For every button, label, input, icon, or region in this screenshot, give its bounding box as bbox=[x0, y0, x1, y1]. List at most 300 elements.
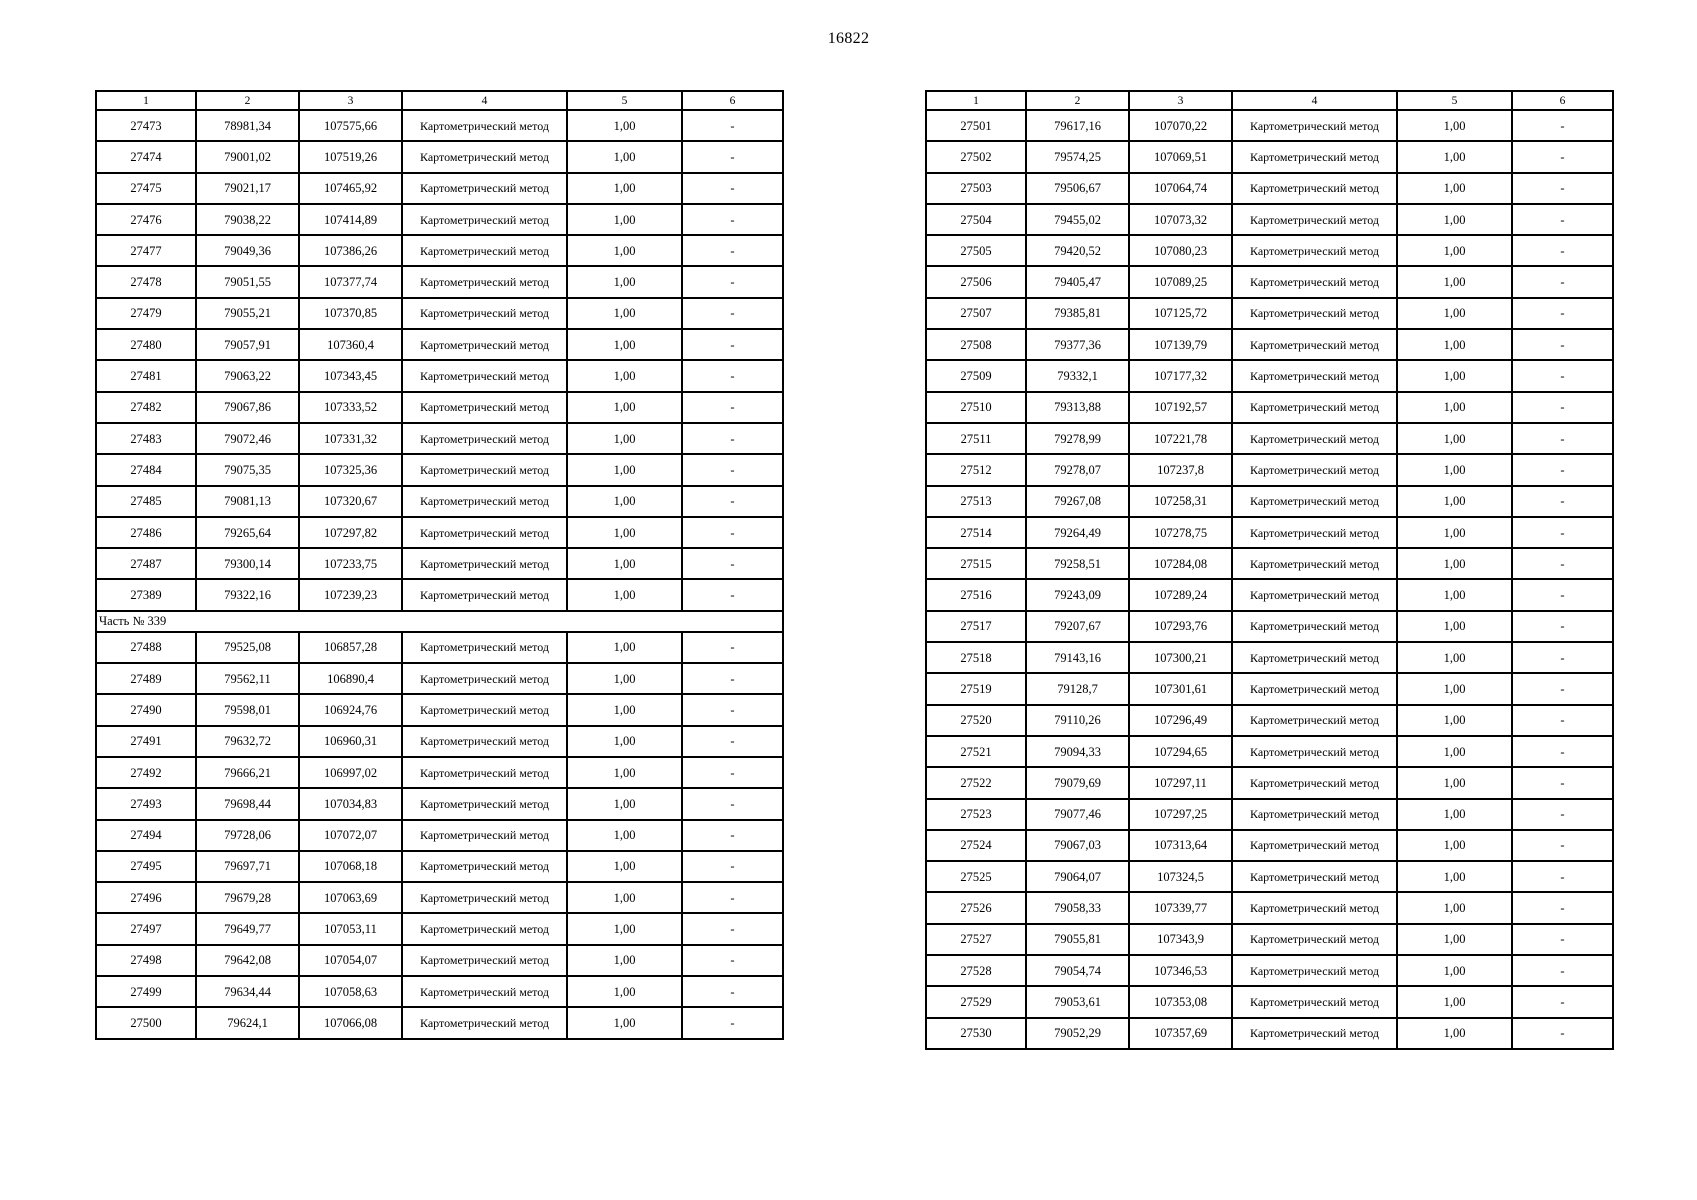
point-number-cell: 27529 bbox=[926, 986, 1026, 1017]
x-coordinate-cell: 79054,74 bbox=[1026, 955, 1129, 986]
table-row bbox=[96, 360, 783, 391]
point-number-cell: 27479 bbox=[96, 298, 196, 329]
column-header-3: 3 bbox=[1129, 91, 1232, 110]
point-number-cell: 27495 bbox=[96, 851, 196, 882]
table-row bbox=[926, 736, 1613, 767]
method-cell: Картометрический метод bbox=[402, 235, 567, 266]
table-row bbox=[926, 486, 1613, 517]
table-row bbox=[926, 110, 1613, 141]
y-coordinate-cell: 107294,65 bbox=[1129, 736, 1232, 767]
accuracy-cell: 1,00 bbox=[567, 548, 682, 579]
y-coordinate-cell: 107073,32 bbox=[1129, 204, 1232, 235]
method-cell: Картометрический метод bbox=[402, 632, 567, 663]
table-row bbox=[926, 204, 1613, 235]
accuracy-cell: 1,00 bbox=[1397, 955, 1512, 986]
accuracy-cell: 1,00 bbox=[567, 632, 682, 663]
y-coordinate-cell: 107343,45 bbox=[299, 360, 402, 391]
column-header-2: 2 bbox=[1026, 91, 1129, 110]
table-row bbox=[96, 632, 783, 663]
description-cell: - bbox=[1512, 673, 1613, 704]
description-cell: - bbox=[682, 945, 783, 976]
y-coordinate-cell: 107139,79 bbox=[1129, 329, 1232, 360]
description-cell: - bbox=[682, 632, 783, 663]
point-number-cell: 27497 bbox=[96, 913, 196, 944]
accuracy-cell: 1,00 bbox=[567, 757, 682, 788]
x-coordinate-cell: 79632,72 bbox=[196, 726, 299, 757]
table-row bbox=[96, 486, 783, 517]
method-cell: Картометрический метод bbox=[402, 141, 567, 172]
point-number-cell: 27507 bbox=[926, 298, 1026, 329]
table-row bbox=[926, 392, 1613, 423]
y-coordinate-cell: 107324,5 bbox=[1129, 861, 1232, 892]
method-cell: Картометрический метод bbox=[1232, 673, 1397, 704]
description-cell: - bbox=[1512, 736, 1613, 767]
coordinates-table-left bbox=[95, 90, 784, 1040]
accuracy-cell: 1,00 bbox=[567, 694, 682, 725]
y-coordinate-cell: 107296,49 bbox=[1129, 705, 1232, 736]
point-number-cell: 27514 bbox=[926, 517, 1026, 548]
y-coordinate-cell: 107125,72 bbox=[1129, 298, 1232, 329]
y-coordinate-cell: 107258,31 bbox=[1129, 486, 1232, 517]
y-coordinate-cell: 107072,07 bbox=[299, 820, 402, 851]
description-cell: - bbox=[1512, 454, 1613, 485]
y-coordinate-cell: 107297,82 bbox=[299, 517, 402, 548]
accuracy-cell: 1,00 bbox=[567, 517, 682, 548]
point-number-cell: 27501 bbox=[926, 110, 1026, 141]
method-cell: Картометрический метод bbox=[402, 454, 567, 485]
x-coordinate-cell: 79634,44 bbox=[196, 976, 299, 1007]
description-cell: - bbox=[1512, 924, 1613, 955]
y-coordinate-cell: 107465,92 bbox=[299, 173, 402, 204]
accuracy-cell: 1,00 bbox=[1397, 235, 1512, 266]
method-cell: Картометрический метод bbox=[1232, 517, 1397, 548]
y-coordinate-cell: 107301,61 bbox=[1129, 673, 1232, 704]
table-row bbox=[96, 141, 783, 172]
y-coordinate-cell: 107089,25 bbox=[1129, 266, 1232, 297]
x-coordinate-cell: 79377,36 bbox=[1026, 329, 1129, 360]
description-cell: - bbox=[682, 820, 783, 851]
x-coordinate-cell: 79067,03 bbox=[1026, 830, 1129, 861]
point-number-cell: 27489 bbox=[96, 663, 196, 694]
accuracy-cell: 1,00 bbox=[1397, 736, 1512, 767]
x-coordinate-cell: 79207,67 bbox=[1026, 611, 1129, 642]
accuracy-cell: 1,00 bbox=[1397, 204, 1512, 235]
table-row bbox=[96, 1007, 783, 1038]
y-coordinate-cell: 107353,08 bbox=[1129, 986, 1232, 1017]
table-row bbox=[926, 830, 1613, 861]
method-cell: Картометрический метод bbox=[402, 204, 567, 235]
x-coordinate-cell: 79243,09 bbox=[1026, 579, 1129, 610]
x-coordinate-cell: 79064,07 bbox=[1026, 861, 1129, 892]
description-cell: - bbox=[682, 976, 783, 1007]
x-coordinate-cell: 79051,55 bbox=[196, 266, 299, 297]
point-number-cell: 27516 bbox=[926, 579, 1026, 610]
y-coordinate-cell: 107575,66 bbox=[299, 110, 402, 141]
x-coordinate-cell: 79405,47 bbox=[1026, 266, 1129, 297]
method-cell: Картометрический метод bbox=[1232, 266, 1397, 297]
description-cell: - bbox=[682, 329, 783, 360]
table-row bbox=[96, 329, 783, 360]
table-row bbox=[96, 851, 783, 882]
method-cell: Картометрический метод bbox=[1232, 986, 1397, 1017]
y-coordinate-cell: 107064,74 bbox=[1129, 173, 1232, 204]
description-cell: - bbox=[682, 360, 783, 391]
method-cell: Картометрический метод bbox=[1232, 548, 1397, 579]
point-number-cell: 27508 bbox=[926, 329, 1026, 360]
column-header-3: 3 bbox=[299, 91, 402, 110]
table-row bbox=[96, 173, 783, 204]
y-coordinate-cell: 107370,85 bbox=[299, 298, 402, 329]
x-coordinate-cell: 79053,61 bbox=[1026, 986, 1129, 1017]
description-cell: - bbox=[1512, 486, 1613, 517]
accuracy-cell: 1,00 bbox=[1397, 611, 1512, 642]
table-row bbox=[926, 1018, 1613, 1049]
description-cell: - bbox=[682, 548, 783, 579]
table-row bbox=[96, 392, 783, 423]
method-cell: Картометрический метод bbox=[1232, 892, 1397, 923]
method-cell: Картометрический метод bbox=[1232, 235, 1397, 266]
accuracy-cell: 1,00 bbox=[567, 110, 682, 141]
x-coordinate-cell: 79081,13 bbox=[196, 486, 299, 517]
method-cell: Картометрический метод bbox=[402, 579, 567, 610]
point-number-cell: 27481 bbox=[96, 360, 196, 391]
table-row bbox=[926, 955, 1613, 986]
description-cell: - bbox=[1512, 1018, 1613, 1049]
accuracy-cell: 1,00 bbox=[567, 141, 682, 172]
description-cell: - bbox=[682, 694, 783, 725]
description-cell: - bbox=[682, 266, 783, 297]
table-row bbox=[96, 579, 783, 610]
x-coordinate-cell: 79258,51 bbox=[1026, 548, 1129, 579]
description-cell: - bbox=[1512, 830, 1613, 861]
x-coordinate-cell: 79649,77 bbox=[196, 913, 299, 944]
description-cell: - bbox=[1512, 799, 1613, 830]
point-number-cell: 27503 bbox=[926, 173, 1026, 204]
y-coordinate-cell: 107519,26 bbox=[299, 141, 402, 172]
table-row bbox=[926, 235, 1613, 266]
accuracy-cell: 1,00 bbox=[1397, 673, 1512, 704]
y-coordinate-cell: 107297,25 bbox=[1129, 799, 1232, 830]
description-cell: - bbox=[682, 517, 783, 548]
point-number-cell: 27476 bbox=[96, 204, 196, 235]
accuracy-cell: 1,00 bbox=[1397, 1018, 1512, 1049]
point-number-cell: 27504 bbox=[926, 204, 1026, 235]
y-coordinate-cell: 107343,9 bbox=[1129, 924, 1232, 955]
x-coordinate-cell: 79143,16 bbox=[1026, 642, 1129, 673]
x-coordinate-cell: 79455,02 bbox=[1026, 204, 1129, 235]
point-number-cell: 27511 bbox=[926, 423, 1026, 454]
point-number-cell: 27523 bbox=[926, 799, 1026, 830]
table-row bbox=[96, 945, 783, 976]
table-row bbox=[96, 235, 783, 266]
y-coordinate-cell: 107360,4 bbox=[299, 329, 402, 360]
description-cell: - bbox=[682, 757, 783, 788]
description-cell: - bbox=[682, 579, 783, 610]
description-cell: - bbox=[682, 298, 783, 329]
method-cell: Картометрический метод bbox=[402, 423, 567, 454]
method-cell: Картометрический метод bbox=[1232, 298, 1397, 329]
point-number-cell: 27515 bbox=[926, 548, 1026, 579]
x-coordinate-cell: 79698,44 bbox=[196, 788, 299, 819]
point-number-cell: 27485 bbox=[96, 486, 196, 517]
description-cell: - bbox=[682, 788, 783, 819]
y-coordinate-cell: 107278,75 bbox=[1129, 517, 1232, 548]
method-cell: Картометрический метод bbox=[1232, 830, 1397, 861]
table-header-row bbox=[96, 91, 783, 110]
accuracy-cell: 1,00 bbox=[567, 976, 682, 1007]
point-number-cell: 27488 bbox=[96, 632, 196, 663]
table-row bbox=[926, 548, 1613, 579]
table-row bbox=[926, 642, 1613, 673]
method-cell: Картометрический метод bbox=[402, 298, 567, 329]
x-coordinate-cell: 79728,06 bbox=[196, 820, 299, 851]
point-number-cell: 27510 bbox=[926, 392, 1026, 423]
x-coordinate-cell: 79110,26 bbox=[1026, 705, 1129, 736]
table-row bbox=[926, 298, 1613, 329]
x-coordinate-cell: 79679,28 bbox=[196, 882, 299, 913]
accuracy-cell: 1,00 bbox=[1397, 924, 1512, 955]
accuracy-cell: 1,00 bbox=[1397, 861, 1512, 892]
description-cell: - bbox=[682, 1007, 783, 1038]
method-cell: Картометрический метод bbox=[402, 820, 567, 851]
description-cell: - bbox=[1512, 298, 1613, 329]
y-coordinate-cell: 107414,89 bbox=[299, 204, 402, 235]
description-cell: - bbox=[1512, 986, 1613, 1017]
point-number-cell: 27498 bbox=[96, 945, 196, 976]
coordinates-table-right bbox=[925, 90, 1614, 1050]
accuracy-cell: 1,00 bbox=[1397, 767, 1512, 798]
x-coordinate-cell: 79055,21 bbox=[196, 298, 299, 329]
method-cell: Картометрический метод bbox=[1232, 110, 1397, 141]
x-coordinate-cell: 78981,34 bbox=[196, 110, 299, 141]
x-coordinate-cell: 79072,46 bbox=[196, 423, 299, 454]
table-row bbox=[96, 913, 783, 944]
table-row bbox=[926, 767, 1613, 798]
column-header-4: 4 bbox=[1232, 91, 1397, 110]
accuracy-cell: 1,00 bbox=[567, 851, 682, 882]
method-cell: Картометрический метод bbox=[1232, 423, 1397, 454]
description-cell: - bbox=[1512, 329, 1613, 360]
point-number-cell: 27517 bbox=[926, 611, 1026, 642]
x-coordinate-cell: 79075,35 bbox=[196, 454, 299, 485]
method-cell: Картометрический метод bbox=[402, 360, 567, 391]
accuracy-cell: 1,00 bbox=[1397, 799, 1512, 830]
accuracy-cell: 1,00 bbox=[567, 423, 682, 454]
method-cell: Картометрический метод bbox=[1232, 173, 1397, 204]
y-coordinate-cell: 107069,51 bbox=[1129, 141, 1232, 172]
x-coordinate-cell: 79057,91 bbox=[196, 329, 299, 360]
y-coordinate-cell: 107237,8 bbox=[1129, 454, 1232, 485]
x-coordinate-cell: 79058,33 bbox=[1026, 892, 1129, 923]
description-cell: - bbox=[1512, 517, 1613, 548]
table-row bbox=[926, 673, 1613, 704]
table-row bbox=[96, 694, 783, 725]
x-coordinate-cell: 79666,21 bbox=[196, 757, 299, 788]
y-coordinate-cell: 107068,18 bbox=[299, 851, 402, 882]
accuracy-cell: 1,00 bbox=[567, 820, 682, 851]
method-cell: Картометрический метод bbox=[402, 548, 567, 579]
point-number-cell: 27486 bbox=[96, 517, 196, 548]
x-coordinate-cell: 79021,17 bbox=[196, 173, 299, 204]
point-number-cell: 27491 bbox=[96, 726, 196, 757]
description-cell: - bbox=[682, 454, 783, 485]
accuracy-cell: 1,00 bbox=[567, 579, 682, 610]
table-row bbox=[926, 861, 1613, 892]
point-number-cell: 27524 bbox=[926, 830, 1026, 861]
point-number-cell: 27496 bbox=[96, 882, 196, 913]
method-cell: Картометрический метод bbox=[1232, 204, 1397, 235]
table-row bbox=[96, 820, 783, 851]
accuracy-cell: 1,00 bbox=[1397, 110, 1512, 141]
y-coordinate-cell: 106857,28 bbox=[299, 632, 402, 663]
point-number-cell: 27499 bbox=[96, 976, 196, 1007]
point-number-cell: 27484 bbox=[96, 454, 196, 485]
point-number-cell: 27522 bbox=[926, 767, 1026, 798]
y-coordinate-cell: 107346,53 bbox=[1129, 955, 1232, 986]
accuracy-cell: 1,00 bbox=[1397, 173, 1512, 204]
table-row bbox=[96, 726, 783, 757]
point-number-cell: 27518 bbox=[926, 642, 1026, 673]
point-number-cell: 27487 bbox=[96, 548, 196, 579]
table-row bbox=[96, 266, 783, 297]
point-number-cell: 27477 bbox=[96, 235, 196, 266]
method-cell: Картометрический метод bbox=[402, 266, 567, 297]
description-cell: - bbox=[1512, 642, 1613, 673]
description-cell: - bbox=[1512, 767, 1613, 798]
method-cell: Картометрический метод bbox=[1232, 736, 1397, 767]
point-number-cell: 27528 bbox=[926, 955, 1026, 986]
column-header-5: 5 bbox=[567, 91, 682, 110]
table-row bbox=[96, 110, 783, 141]
x-coordinate-cell: 79278,99 bbox=[1026, 423, 1129, 454]
table-row bbox=[96, 423, 783, 454]
table-row bbox=[926, 141, 1613, 172]
y-coordinate-cell: 107221,78 bbox=[1129, 423, 1232, 454]
accuracy-cell: 1,00 bbox=[567, 392, 682, 423]
method-cell: Картометрический метод bbox=[402, 173, 567, 204]
method-cell: Картометрический метод bbox=[1232, 705, 1397, 736]
x-coordinate-cell: 79624,1 bbox=[196, 1007, 299, 1038]
y-coordinate-cell: 107289,24 bbox=[1129, 579, 1232, 610]
table-row bbox=[926, 705, 1613, 736]
description-cell: - bbox=[1512, 611, 1613, 642]
point-number-cell: 27482 bbox=[96, 392, 196, 423]
table-row bbox=[926, 986, 1613, 1017]
method-cell: Картометрический метод bbox=[1232, 924, 1397, 955]
accuracy-cell: 1,00 bbox=[1397, 392, 1512, 423]
accuracy-cell: 1,00 bbox=[1397, 360, 1512, 391]
y-coordinate-cell: 107325,36 bbox=[299, 454, 402, 485]
y-coordinate-cell: 107339,77 bbox=[1129, 892, 1232, 923]
method-cell: Картометрический метод bbox=[402, 976, 567, 1007]
x-coordinate-cell: 79506,67 bbox=[1026, 173, 1129, 204]
y-coordinate-cell: 107066,08 bbox=[299, 1007, 402, 1038]
accuracy-cell: 1,00 bbox=[567, 1007, 682, 1038]
description-cell: - bbox=[682, 486, 783, 517]
description-cell: - bbox=[682, 204, 783, 235]
point-number-cell: 27519 bbox=[926, 673, 1026, 704]
y-coordinate-cell: 107192,57 bbox=[1129, 392, 1232, 423]
method-cell: Картометрический метод bbox=[402, 882, 567, 913]
point-number-cell: 27492 bbox=[96, 757, 196, 788]
x-coordinate-cell: 79067,86 bbox=[196, 392, 299, 423]
accuracy-cell: 1,00 bbox=[1397, 892, 1512, 923]
column-header-6: 6 bbox=[682, 91, 783, 110]
table-row bbox=[926, 454, 1613, 485]
accuracy-cell: 1,00 bbox=[567, 360, 682, 391]
accuracy-cell: 1,00 bbox=[1397, 830, 1512, 861]
y-coordinate-cell: 106997,02 bbox=[299, 757, 402, 788]
table-row bbox=[96, 882, 783, 913]
x-coordinate-cell: 79079,69 bbox=[1026, 767, 1129, 798]
x-coordinate-cell: 79642,08 bbox=[196, 945, 299, 976]
table-row bbox=[96, 454, 783, 485]
table-row bbox=[96, 663, 783, 694]
method-cell: Картометрический метод bbox=[402, 486, 567, 517]
table-row bbox=[96, 517, 783, 548]
point-number-cell: 27473 bbox=[96, 110, 196, 141]
y-coordinate-cell: 107063,69 bbox=[299, 882, 402, 913]
description-cell: - bbox=[682, 726, 783, 757]
column-header-1: 1 bbox=[926, 91, 1026, 110]
table-row bbox=[96, 298, 783, 329]
table-row bbox=[926, 924, 1613, 955]
x-coordinate-cell: 79525,08 bbox=[196, 632, 299, 663]
table-row bbox=[96, 976, 783, 1007]
method-cell: Картометрический метод bbox=[1232, 1018, 1397, 1049]
description-cell: - bbox=[1512, 892, 1613, 923]
method-cell: Картометрический метод bbox=[402, 945, 567, 976]
description-cell: - bbox=[1512, 173, 1613, 204]
description-cell: - bbox=[682, 110, 783, 141]
accuracy-cell: 1,00 bbox=[1397, 517, 1512, 548]
accuracy-cell: 1,00 bbox=[567, 454, 682, 485]
description-cell: - bbox=[1512, 955, 1613, 986]
description-cell: - bbox=[682, 423, 783, 454]
method-cell: Картометрический метод bbox=[402, 329, 567, 360]
x-coordinate-cell: 79598,01 bbox=[196, 694, 299, 725]
method-cell: Картометрический метод bbox=[402, 851, 567, 882]
y-coordinate-cell: 106924,76 bbox=[299, 694, 402, 725]
accuracy-cell: 1,00 bbox=[1397, 705, 1512, 736]
accuracy-cell: 1,00 bbox=[1397, 486, 1512, 517]
accuracy-cell: 1,00 bbox=[567, 726, 682, 757]
description-cell: - bbox=[682, 235, 783, 266]
table-row bbox=[926, 799, 1613, 830]
column-header-5: 5 bbox=[1397, 91, 1512, 110]
method-cell: Картометрический метод bbox=[402, 517, 567, 548]
y-coordinate-cell: 107177,32 bbox=[1129, 360, 1232, 391]
x-coordinate-cell: 79265,64 bbox=[196, 517, 299, 548]
description-cell: - bbox=[1512, 392, 1613, 423]
method-cell: Картометрический метод bbox=[1232, 454, 1397, 485]
method-cell: Картометрический метод bbox=[1232, 611, 1397, 642]
method-cell: Картометрический метод bbox=[1232, 955, 1397, 986]
point-number-cell: 27389 bbox=[96, 579, 196, 610]
x-coordinate-cell: 79313,88 bbox=[1026, 392, 1129, 423]
description-cell: - bbox=[1512, 141, 1613, 172]
accuracy-cell: 1,00 bbox=[1397, 329, 1512, 360]
method-cell: Картометрический метод bbox=[1232, 141, 1397, 172]
x-coordinate-cell: 79264,49 bbox=[1026, 517, 1129, 548]
description-cell: - bbox=[1512, 705, 1613, 736]
point-number-cell: 27480 bbox=[96, 329, 196, 360]
y-coordinate-cell: 107333,52 bbox=[299, 392, 402, 423]
y-coordinate-cell: 107070,22 bbox=[1129, 110, 1232, 141]
x-coordinate-cell: 79278,07 bbox=[1026, 454, 1129, 485]
y-coordinate-cell: 107034,83 bbox=[299, 788, 402, 819]
x-coordinate-cell: 79385,81 bbox=[1026, 298, 1129, 329]
